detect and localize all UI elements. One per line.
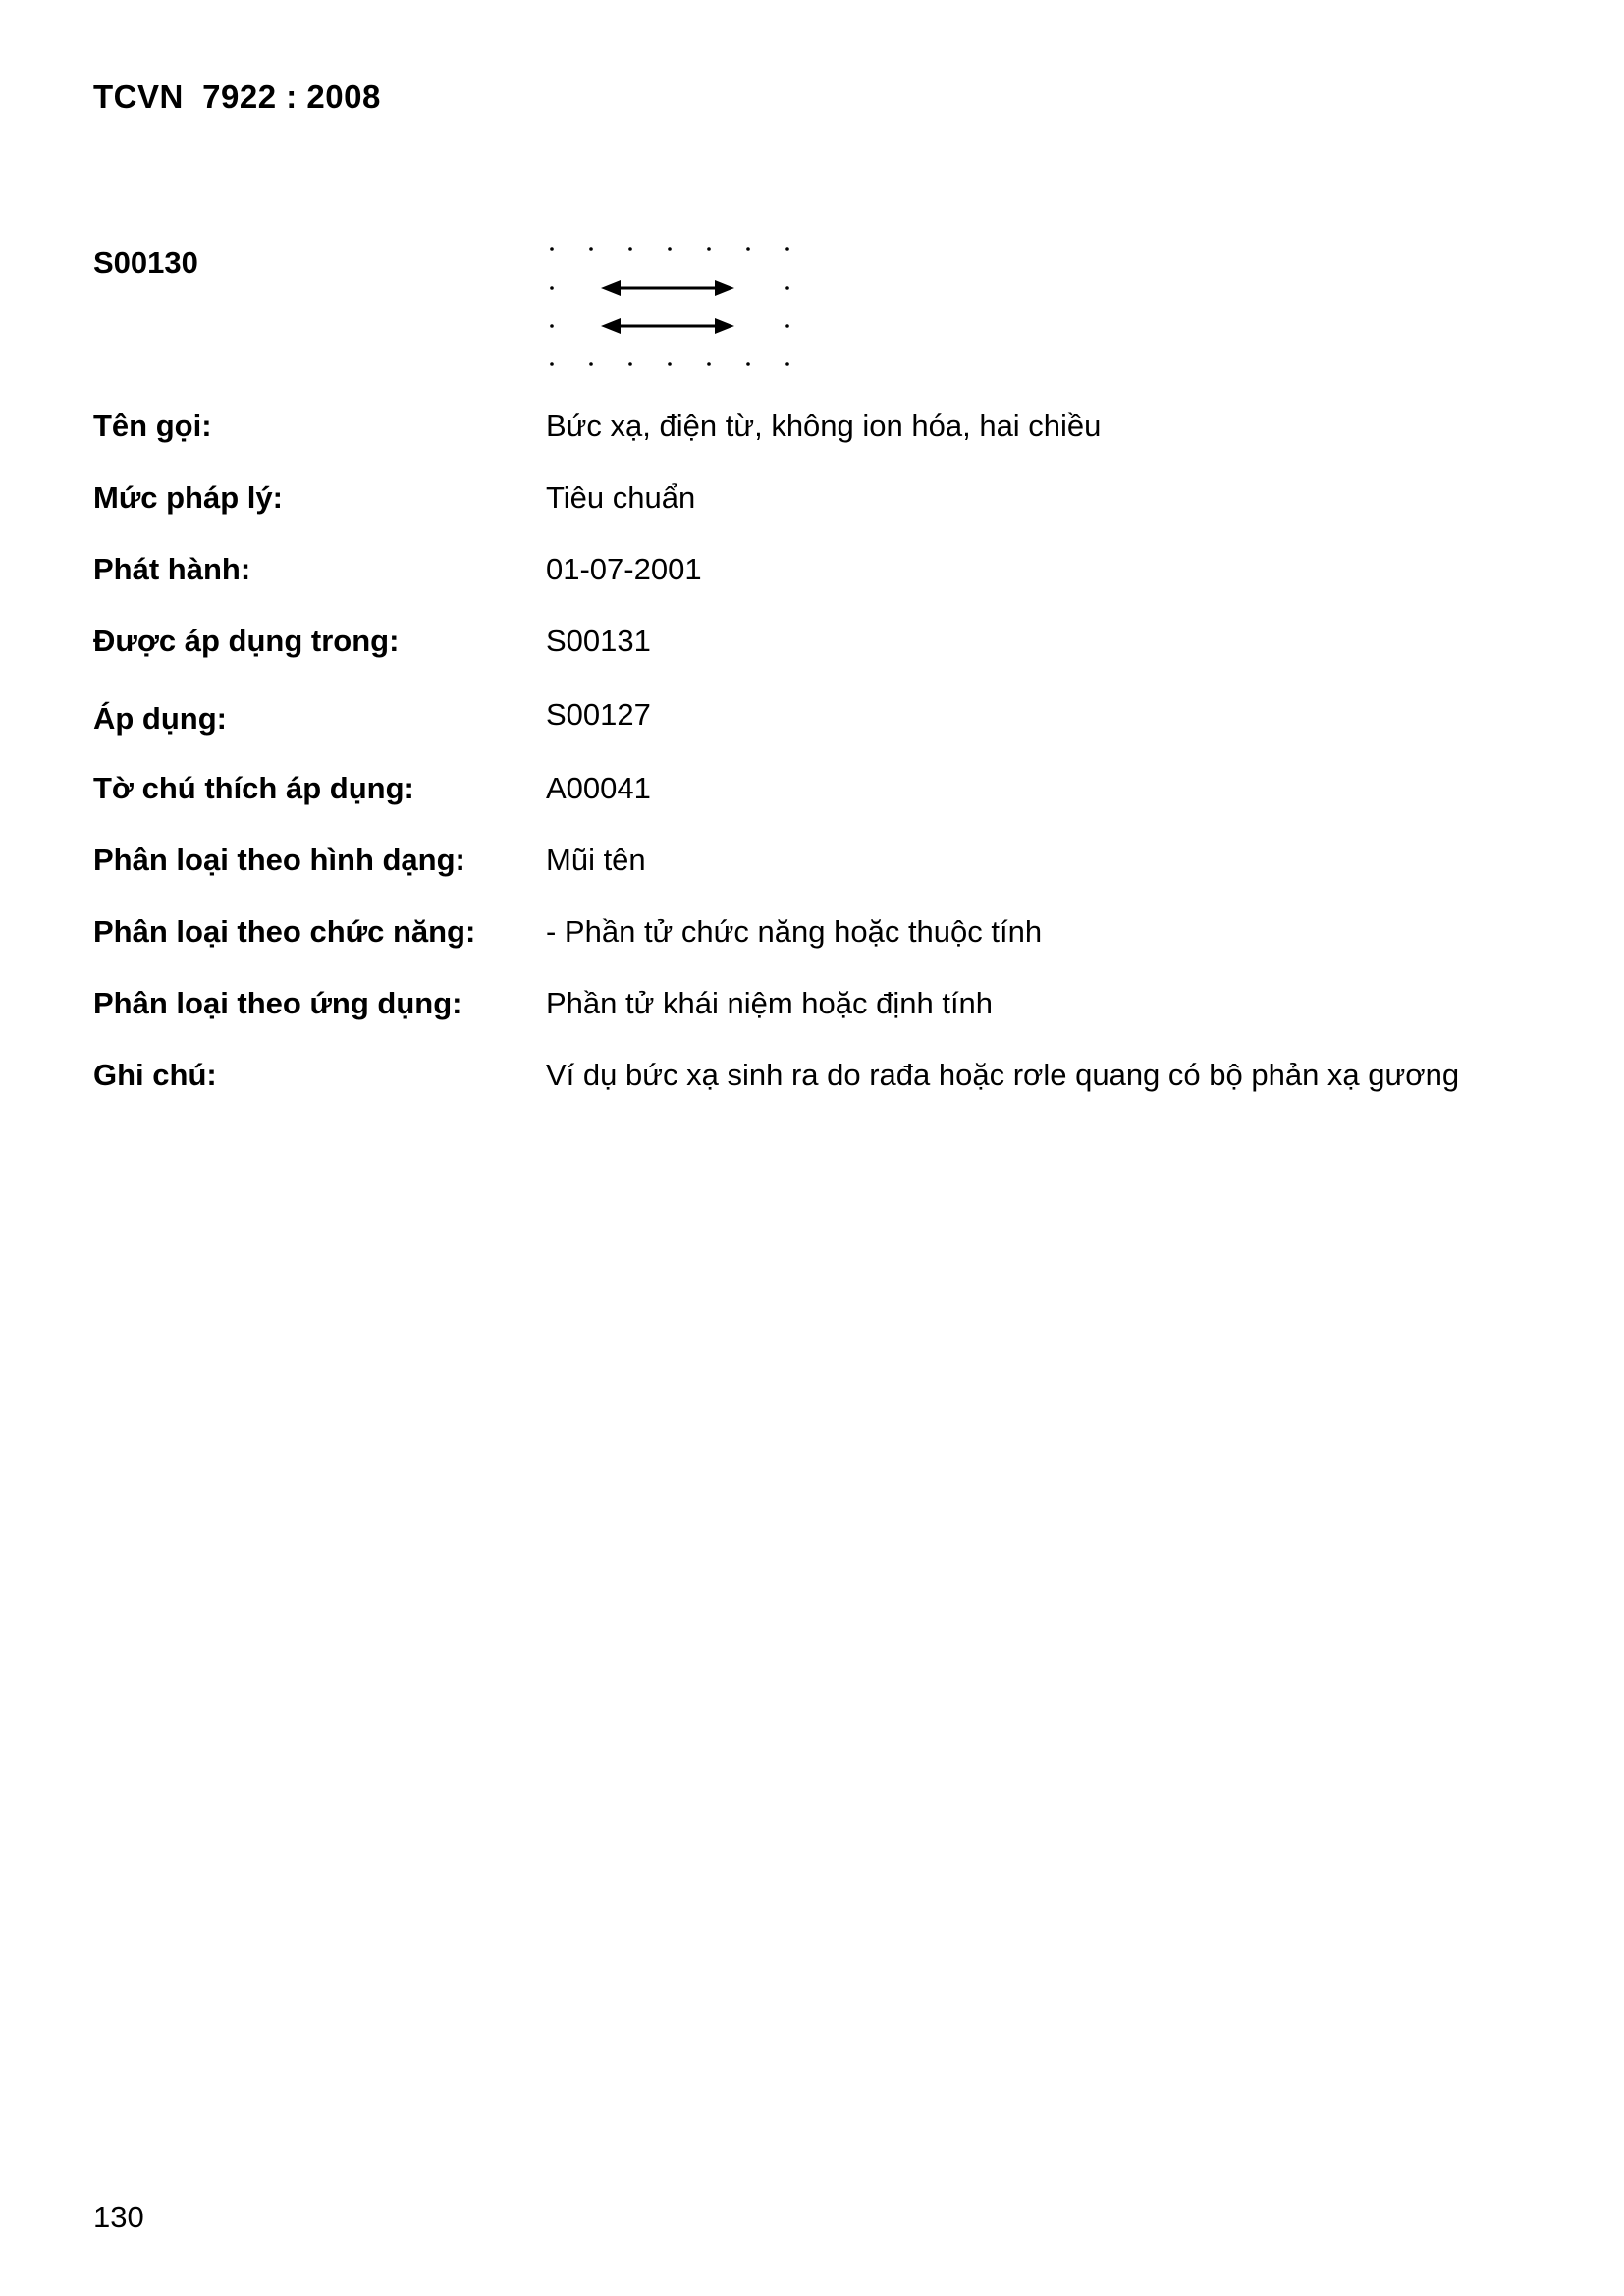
field-value: S00127 <box>546 697 651 732</box>
field-label: Phân loại theo ứng dụng: <box>93 986 462 1020</box>
field-label: Phân loại theo hình dạng: <box>93 843 465 877</box>
field-value: Ví dụ bức xạ sinh ra do rađa hoặc rơle quang có bộ phản xạ gương <box>546 1058 1460 1092</box>
field-label: Được áp dụng trong: <box>93 624 400 658</box>
field-value: Phần tử khái niệm hoặc định tính <box>546 986 994 1020</box>
field-label: Tên gọi: <box>93 409 212 443</box>
field-label: Mức pháp lý: <box>93 480 283 515</box>
upper-double-arrow <box>601 280 734 296</box>
field-label: Phát hành: <box>93 552 251 586</box>
double-headed-arrows-pair-icon <box>538 236 803 373</box>
field-value: Bức xạ, điện từ, không ion hóa, hai chiều <box>546 409 1102 443</box>
field-value: Mũi tên <box>546 843 646 877</box>
standard-code-header: TCVN 7922 : 2008 <box>93 79 381 115</box>
field-label: Áp dụng: <box>93 701 228 736</box>
field-label: Tờ chú thích áp dụng: <box>93 771 414 805</box>
grid-dots <box>550 247 789 366</box>
field-value: - Phần tử chức năng hoặc thuộc tính <box>546 914 1043 949</box>
symbol-id: S00130 <box>93 246 198 280</box>
lower-double-arrow <box>601 318 734 334</box>
field-value: 01-07-2001 <box>546 552 702 586</box>
field-value: Tiêu chuẩn <box>546 480 696 515</box>
field-value: S00131 <box>546 624 651 658</box>
field-label: Ghi chú: <box>93 1058 217 1092</box>
field-value: A00041 <box>546 771 651 805</box>
page-number: 130 <box>93 2200 144 2234</box>
field-label: Phân loại theo chức năng: <box>93 914 476 949</box>
